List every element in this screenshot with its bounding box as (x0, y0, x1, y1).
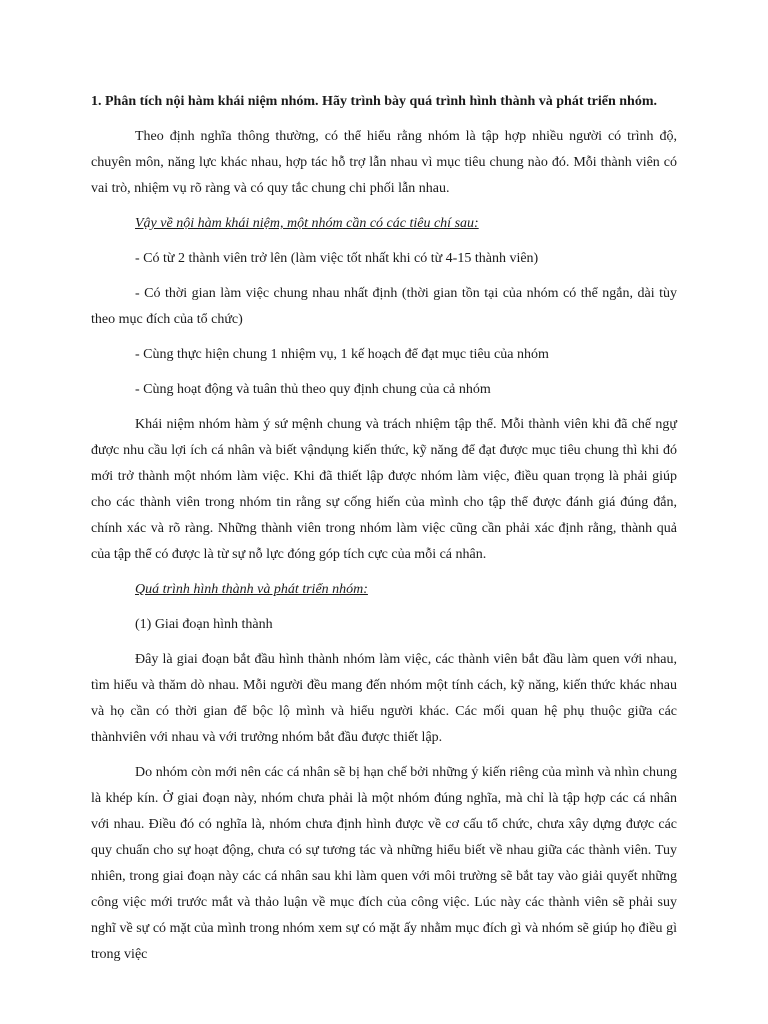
criteria-item-3: - Cùng thực hiện chung 1 nhiệm vụ, 1 kế hoạch để đạt mục tiêu của nhóm (135, 347, 549, 362)
document-content (91, 89, 677, 977)
subheading-criteria: Vậy về nội hàm khái niệm, một nhóm cần có các tiêu chí sau: (135, 216, 479, 231)
criteria-item-4: - Cùng hoạt động và tuân thủ theo quy định chung của cả nhóm (135, 382, 491, 397)
paragraph-concept: Khái niệm nhóm hàm ý sứ mệnh chung và trách nhiệm tập thể. Mỗi thành viên khi đã chế ngự được nhu cầu lợi ích cá nhân và biết vậndụng kiến thức, kỹ năng để đạt được mục tiêu chung thì khi đó mới trở thành một nhóm làm việc. Khi đã thiết lập được nhóm làm việc, điều quan trọng là phải giúp cho các thành viên trong nhóm tin rằng sự cống hiến của mình cho tập thể được đánh giá đúng đắn, chính xác và rõ ràng. Những thành viên trong nhóm làm việc cũng cần phải xác định rằng, thành quả của tập thể có được là từ sự nỗ lực đóng góp tích cực của mỗi cá nhân. (91, 417, 677, 562)
stage-title-1: (1) Giai đoạn hình thành (135, 617, 273, 632)
criteria-item-1: - Có từ 2 thành viên trở lên (làm việc tốt nhất khi có từ 4-15 thành viên) (135, 251, 539, 266)
criteria-item-2: - Có thời gian làm việc chung nhau nhất định (thời gian tồn tại của nhóm có thể ngắn, dài tùy theo mục đích của tổ chức) (91, 286, 677, 327)
paragraph-stage-1-continued: Do nhóm còn mới nên các cá nhân sẽ bị hạn chế bởi những ý kiến riêng của mình và nhìn chung là khép kín. Ở giai đoạn này, nhóm chưa phải là một nhóm đúng nghĩa, mà chỉ là tập hợp các cá nhân với nhau. Điều đó có nghĩa là, nhóm chưa định hình được về cơ cấu tổ chức, chưa xây dựng được các quy chuẩn cho sự hoạt động, chưa có sự tương tác và những hiểu biết về nhau giữa các thành viên. Tuy nhiên, trong giai đoạn này các cá nhân sau khi làm quen với môi trường sẽ bắt tay vào giải quyết những công việc mới trước mắt và thảo luận về mục đích của công việc. Lúc này các thành viên sẽ phải suy nghĩ về sự có mặt của mình trong nhóm xem sự có mặt ấy nhằm mục đích gì và nhóm sẽ giúp họ điều gì trong việc (91, 765, 677, 962)
subheading-process: Quá trình hình thành và phát triển nhóm: (135, 582, 368, 597)
paragraph-definition: Theo định nghĩa thông thường, có thể hiểu rằng nhóm là tập hợp nhiều người có trình độ, chuyên môn, năng lực khác nhau, hợp tác hỗ trợ lẫn nhau vì mục tiêu chung nào đó. Mỗi thành viên có vai trò, nhiệm vụ rõ ràng và có quy tắc chung chi phối lẫn nhau. (91, 129, 677, 196)
section-heading: 1. Phân tích nội hàm khái niệm nhóm. Hãy trình bày quá trình hình thành và phát triển nhóm. (91, 94, 657, 109)
paragraph-stage-1: Đây là giai đoạn bắt đầu hình thành nhóm làm việc, các thành viên bắt đầu làm quen với nhau, tìm hiểu và thăm dò nhau. Mỗi người đều mang đến nhóm một tính cách, kỹ năng, kiến thức khác nhau và họ cần có thời gian để bộc lộ mình và hiểu người khác. Các mối quan hệ phụ thuộc giữa các thànhviên với nhau và với trưởng nhóm bắt đầu được thiết lập. (91, 652, 677, 745)
